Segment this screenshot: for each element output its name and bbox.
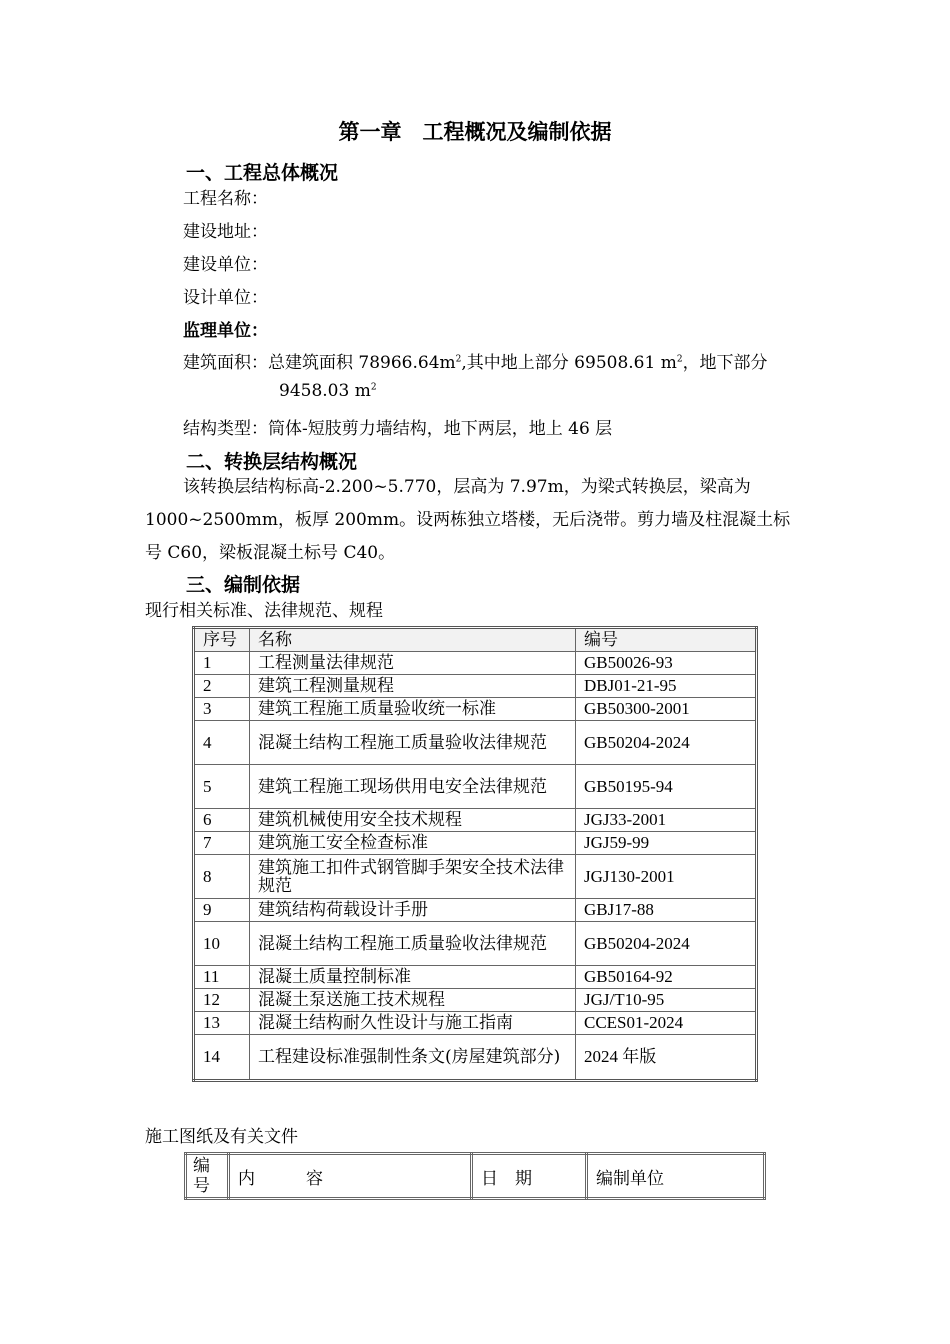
table-row (194, 765, 757, 809)
area-total: 总建筑面积 78966.64m (268, 353, 456, 373)
table-row (194, 922, 757, 966)
area-below-value-line (279, 381, 377, 401)
row-name: 建筑工程测量规程 (250, 675, 576, 698)
field-label: 工程名称： (183, 189, 268, 209)
table-row (194, 832, 757, 855)
row-index: 3 (194, 698, 250, 721)
header-content: 内 容 (229, 1154, 472, 1199)
field-project-name (183, 184, 268, 209)
paragraph-line: 该转换层结构标高-2.200~5.770，层高为 7.97m，为梁式转换层，梁高为 (183, 477, 751, 497)
row-name: 混凝土泵送施工技术规程 (250, 989, 576, 1012)
row-code: DBJ01-21-95 (576, 675, 757, 698)
standards-table (192, 626, 758, 1082)
row-name: 混凝土结构耐久性设计与施工指南 (250, 1012, 576, 1035)
field-design-unit (183, 283, 268, 308)
row-code: JGJ130-2001 (576, 855, 757, 899)
structure-label: 结构类型： (183, 419, 268, 439)
row-code: GB50026-93 (576, 652, 757, 675)
table-row (194, 1035, 757, 1081)
row-index: 13 (194, 1012, 250, 1035)
row-code: GB50300-2001 (576, 698, 757, 721)
area-above: ,其中地上部分 69508.61 m (461, 353, 677, 373)
section1-heading: 一、工程总体概况 (186, 162, 339, 184)
drawings-table (184, 1152, 766, 1200)
header-code: 编号 (576, 628, 757, 652)
row-index: 9 (194, 899, 250, 922)
header-name: 名称 (250, 628, 576, 652)
row-code: GB50204-2024 (576, 721, 757, 765)
table-row (194, 966, 757, 989)
field-build-unit (183, 250, 268, 275)
row-code: GB50164-92 (576, 966, 757, 989)
standards-subtitle: 现行相关标准、法律规范、规程 (145, 601, 383, 621)
row-code: GBJ17-88 (576, 899, 757, 922)
row-index: 8 (194, 855, 250, 899)
row-index: 11 (194, 966, 250, 989)
row-name: 建筑机械使用安全技术规程 (250, 809, 576, 832)
table-header-row (194, 628, 757, 652)
drawings-subtitle: 施工图纸及有关文件 (145, 1127, 298, 1147)
chapter-title: 第一章 工程概况及编制依据 (338, 120, 612, 144)
row-index: 12 (194, 989, 250, 1012)
field-label: 建设单位： (183, 255, 268, 275)
field-label: 设计单位： (183, 288, 268, 308)
row-index: 14 (194, 1035, 250, 1081)
table-row (194, 899, 757, 922)
section2-heading: 二、转换层结构概况 (186, 451, 358, 473)
table-row (194, 855, 757, 899)
square-mark: 2 (370, 382, 377, 393)
table-row (194, 698, 757, 721)
table-row (194, 652, 757, 675)
row-index: 6 (194, 809, 250, 832)
table-row (194, 1012, 757, 1035)
row-index: 2 (194, 675, 250, 698)
row-name: 建筑结构荷载设计手册 (250, 899, 576, 922)
area-below: 9458.03 m (279, 381, 371, 401)
structure-value: 筒体-短肢剪力墙结构，地下两层，地上 46 层 (268, 419, 613, 439)
row-index: 7 (194, 832, 250, 855)
header-index: 序号 (194, 628, 250, 652)
row-name: 建筑工程施工质量验收统一标准 (250, 698, 576, 721)
section3-heading: 三、编制依据 (186, 574, 301, 596)
row-index: 10 (194, 922, 250, 966)
area-label: 建筑面积： (183, 353, 268, 373)
row-name: 工程测量法律规范 (250, 652, 576, 675)
header-compiler: 编制单位 (587, 1154, 765, 1199)
header-date: 日 期 (472, 1154, 587, 1199)
row-index: 5 (194, 765, 250, 809)
row-name: 混凝土质量控制标准 (250, 966, 576, 989)
row-index: 4 (194, 721, 250, 765)
row-code: JGJ33-2001 (576, 809, 757, 832)
field-label: 监理单位： (183, 321, 268, 341)
paragraph-line: 1000~2500mm，板厚 200mm。设两栋独立塔楼，无后浇带。剪力墙及柱混凝土标 (145, 510, 791, 530)
table-row (194, 675, 757, 698)
row-code: JGJ59-99 (576, 832, 757, 855)
area-below-label: ，地下部分 (682, 353, 768, 373)
field-build-address (183, 217, 268, 242)
row-code: GB50204-2024 (576, 922, 757, 966)
square-mark: 2 (455, 354, 462, 365)
row-index: 1 (194, 652, 250, 675)
paragraph-line: 号 C60，梁板混凝土标号 C40。 (145, 543, 396, 563)
row-name: 混凝土结构工程施工质量验收法律规范 (250, 922, 576, 966)
header-number: 编号 (186, 1154, 229, 1199)
row-name: 建筑工程施工现场供用电安全法律规范 (250, 765, 576, 809)
table-row (194, 721, 757, 765)
row-code: 2024 年版 (576, 1035, 757, 1081)
field-supervision-unit (183, 316, 268, 341)
row-name: 混凝土结构工程施工质量验收法律规范 (250, 721, 576, 765)
square-mark: 2 (676, 354, 683, 365)
field-label: 建设地址： (183, 222, 268, 242)
field-building-area (183, 348, 768, 373)
table-row (194, 989, 757, 1012)
row-name: 工程建设标准强制性条文(房屋建筑部分) (250, 1035, 576, 1081)
table-header-row (186, 1154, 765, 1199)
row-name: 建筑施工安全检查标准 (250, 832, 576, 855)
table-row (194, 809, 757, 832)
row-code: CCES01-2024 (576, 1012, 757, 1035)
row-code: JGJ/T10-95 (576, 989, 757, 1012)
field-structure-type (183, 414, 612, 439)
row-name: 建筑施工扣件式钢管脚手架安全技术法律规范 (250, 855, 576, 899)
row-code: GB50195-94 (576, 765, 757, 809)
